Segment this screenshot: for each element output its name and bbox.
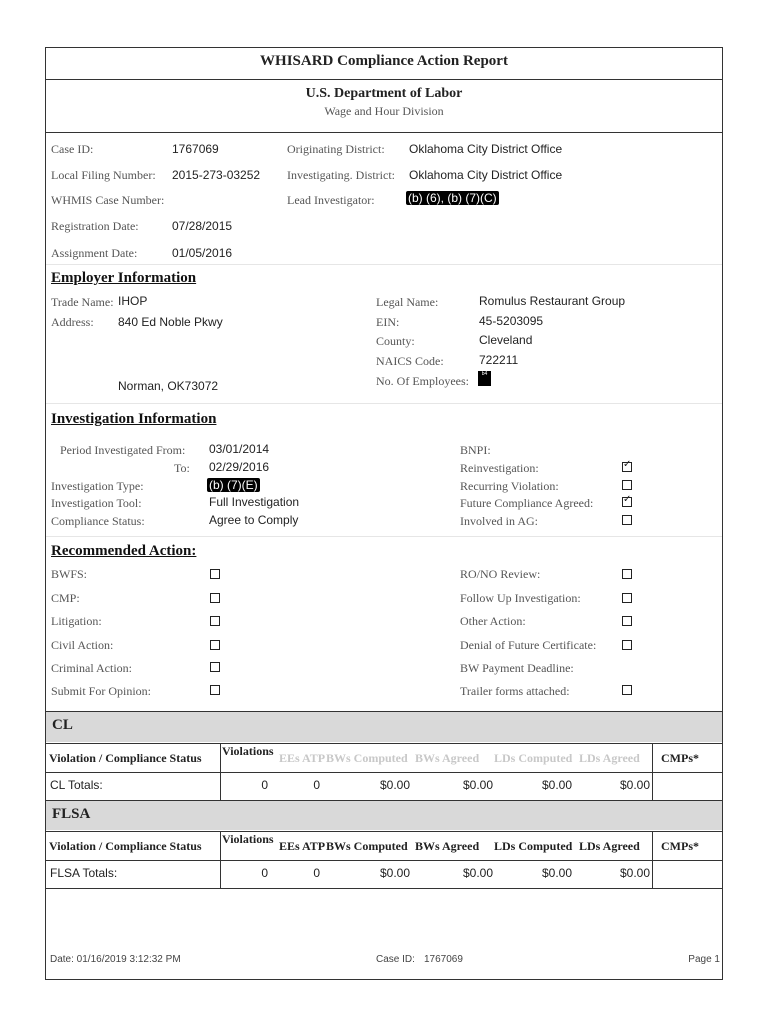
period-to-value: 02/29/2016	[209, 460, 270, 474]
trailer-forms-checkbox[interactable]	[622, 685, 632, 695]
flsa-lds-computed-value: $0.00	[541, 866, 572, 880]
cl-violations-value: 0	[261, 778, 268, 792]
involved-ag-checkbox[interactable]	[622, 515, 632, 525]
cl-header-violations: Violations	[222, 744, 274, 758]
period-from-label: Period Investigated From:	[60, 443, 186, 457]
trade-name-value: IHOP	[118, 294, 148, 308]
denial-certificate-checkbox[interactable]	[622, 640, 632, 650]
flsa-ees-atp-value: 0	[313, 866, 320, 880]
bwfs-label: BWFS:	[51, 567, 88, 581]
criminal-action-checkbox[interactable]	[210, 662, 220, 672]
divider	[46, 536, 722, 537]
flsa-section-band	[46, 801, 722, 830]
period-from-value: 03/01/2014	[209, 442, 270, 456]
flsa-totals-label: FLSA Totals:	[50, 866, 118, 880]
denial-certificate-label: Denial of Future Certificate:	[460, 638, 597, 652]
case-id-label: Case ID:	[51, 142, 94, 156]
submit-opinion-checkbox[interactable]	[210, 685, 220, 695]
divider	[46, 79, 722, 80]
flsa-bws-computed-value: $0.00	[379, 866, 410, 880]
ro-no-review-checkbox[interactable]	[622, 569, 632, 579]
litigation-checkbox[interactable]	[210, 616, 220, 626]
employees-label: No. Of Employees:	[376, 374, 469, 388]
investigation-type-label: Investigation Type:	[51, 479, 144, 493]
trailer-forms-label: Trailer forms attached:	[460, 684, 570, 698]
legal-name-value: Romulus Restaurant Group	[479, 294, 626, 308]
other-action-label: Other Action:	[460, 614, 526, 628]
investigation-tool-value: Full Investigation	[209, 495, 300, 509]
ein-label: EIN:	[376, 315, 400, 329]
cl-bws-computed-value: $0.00	[379, 778, 410, 792]
department-name: U.S. Department of Labor	[305, 86, 463, 101]
divider	[46, 860, 722, 861]
bnpi-label: BNPI:	[460, 443, 491, 457]
other-action-checkbox[interactable]	[622, 616, 632, 626]
cmp-label: CMP:	[51, 591, 80, 605]
footer-case-id: 1767069	[424, 954, 463, 965]
cl-header-status: Violation / Compliance Status	[49, 751, 202, 765]
involved-ag-label: Involved in AG:	[460, 514, 538, 528]
flsa-lds-agreed-value: $0.00	[619, 866, 650, 880]
legal-name-label: Legal Name:	[376, 295, 439, 309]
cmp-checkbox[interactable]	[210, 593, 220, 603]
orig-district-value: Oklahoma City District Office	[409, 142, 563, 156]
reinvestigation-checkbox[interactable]	[622, 462, 632, 472]
registration-value: 07/28/2015	[172, 219, 233, 233]
orig-district-label: Originating District:	[287, 142, 385, 156]
cl-header-ees-atp: EEs ATP	[279, 751, 326, 765]
investigation-type-redaction: (b) (7)(E)	[209, 478, 258, 492]
bw-payment-deadline-label: BW Payment Deadline:	[460, 661, 574, 675]
cl-header-bws-computed: BWs Computed	[326, 751, 408, 765]
litigation-label: Litigation:	[51, 614, 102, 628]
footer-date: Date: 01/16/2019 3:12:32 PM	[50, 954, 181, 965]
criminal-action-label: Criminal Action:	[51, 661, 132, 675]
compliance-status-label: Compliance Status:	[51, 514, 145, 528]
flsa-header-bws-agreed: BWs Agreed	[415, 839, 480, 853]
footer-case-id-label: Case ID:	[376, 954, 415, 965]
divider	[46, 772, 722, 773]
future-compliance-checkbox[interactable]	[622, 497, 632, 507]
flsa-violations-value: 0	[261, 866, 268, 880]
whmis-label: WHMIS Case Number:	[51, 193, 165, 207]
divider	[46, 888, 722, 889]
compliance-status-value: Agree to Comply	[209, 513, 299, 527]
local-filing-label: Local Filing Number:	[51, 168, 156, 182]
divider	[46, 831, 722, 832]
division-name: Wage and Hour Division	[324, 104, 444, 118]
follow-up-checkbox[interactable]	[622, 593, 632, 603]
investigation-heading: Investigation Information	[51, 411, 217, 427]
lead-investigator-redaction: (b) (6), (b) (7)(C)	[408, 191, 497, 205]
divider	[46, 403, 722, 404]
flsa-header-violations: Violations	[222, 832, 274, 846]
address-label: Address:	[51, 315, 94, 329]
cl-header-cmps: CMPs*	[661, 751, 699, 765]
recurring-violation-label: Recurring Violation:	[460, 479, 559, 493]
recurring-violation-checkbox[interactable]	[622, 480, 632, 490]
footer-page: Page 1	[688, 954, 720, 965]
follow-up-label: Follow Up Investigation:	[460, 591, 581, 605]
employees-redaction: b4	[478, 371, 491, 386]
cl-bws-agreed-value: $0.00	[462, 778, 493, 792]
future-compliance-label: Future Compliance Agreed:	[460, 496, 594, 510]
cl-header-lds-agreed: LDs Agreed	[579, 751, 640, 765]
investigation-tool-label: Investigation Tool:	[51, 496, 142, 510]
flsa-header-lds-agreed: LDs Agreed	[579, 839, 640, 853]
case-id-value: 1767069	[172, 142, 219, 156]
divider	[46, 743, 722, 744]
flsa-section-title: FLSA	[52, 806, 91, 822]
county-label: County:	[376, 334, 415, 348]
assignment-label: Assignment Date:	[51, 246, 138, 260]
registration-label: Registration Date:	[51, 219, 139, 233]
cl-lds-computed-value: $0.00	[541, 778, 572, 792]
county-value: Cleveland	[479, 333, 533, 347]
naics-value: 722211	[479, 353, 519, 367]
flsa-header-lds-computed: LDs Computed	[494, 839, 573, 853]
flsa-bws-agreed-value: $0.00	[462, 866, 493, 880]
ro-no-review-label: RO/NO Review:	[460, 567, 541, 581]
civil-action-label: Civil Action:	[51, 638, 114, 652]
flsa-header-bws-computed: BWs Computed	[326, 839, 408, 853]
flsa-header-ees-atp: EEs ATP	[279, 839, 326, 853]
submit-opinion-label: Submit For Opinion:	[51, 684, 152, 698]
civil-action-checkbox[interactable]	[210, 640, 220, 650]
inv-district-label: Investigating. District:	[287, 168, 395, 182]
divider	[46, 264, 722, 265]
report-title: WHISARD Compliance Action Report	[260, 53, 508, 69]
bwfs-checkbox[interactable]	[210, 569, 220, 579]
cl-section-title: CL	[52, 717, 73, 733]
local-filing-value: 2015-273-03252	[172, 168, 261, 182]
flsa-header-status: Violation / Compliance Status	[49, 839, 202, 853]
address-city: Norman, OK73072	[118, 379, 219, 393]
cl-section-band	[46, 712, 722, 742]
cl-lds-agreed-value: $0.00	[619, 778, 650, 792]
divider	[46, 132, 722, 133]
lead-investigator-label: Lead Investigator:	[287, 193, 375, 207]
address-line1: 840 Ed Noble Pkwy	[118, 315, 223, 329]
reinvestigation-label: Reinvestigation:	[460, 461, 539, 475]
period-to-label: To:	[174, 461, 190, 475]
cl-totals-label: CL Totals:	[50, 778, 103, 792]
cl-header-lds-computed: LDs Computed	[494, 751, 573, 765]
assignment-value: 01/05/2016	[172, 246, 233, 260]
flsa-header-cmps: CMPs*	[661, 839, 699, 853]
inv-district-value: Oklahoma City District Office	[409, 168, 563, 182]
cl-ees-atp-value: 0	[313, 778, 320, 792]
ein-value: 45-5203095	[479, 314, 544, 328]
employer-heading: Employer Information	[51, 270, 197, 286]
recommended-heading: Recommended Action:	[51, 543, 197, 559]
naics-label: NAICS Code:	[376, 354, 444, 368]
trade-name-label: Trade Name:	[51, 295, 114, 309]
cl-header-bws-agreed: BWs Agreed	[415, 751, 480, 765]
